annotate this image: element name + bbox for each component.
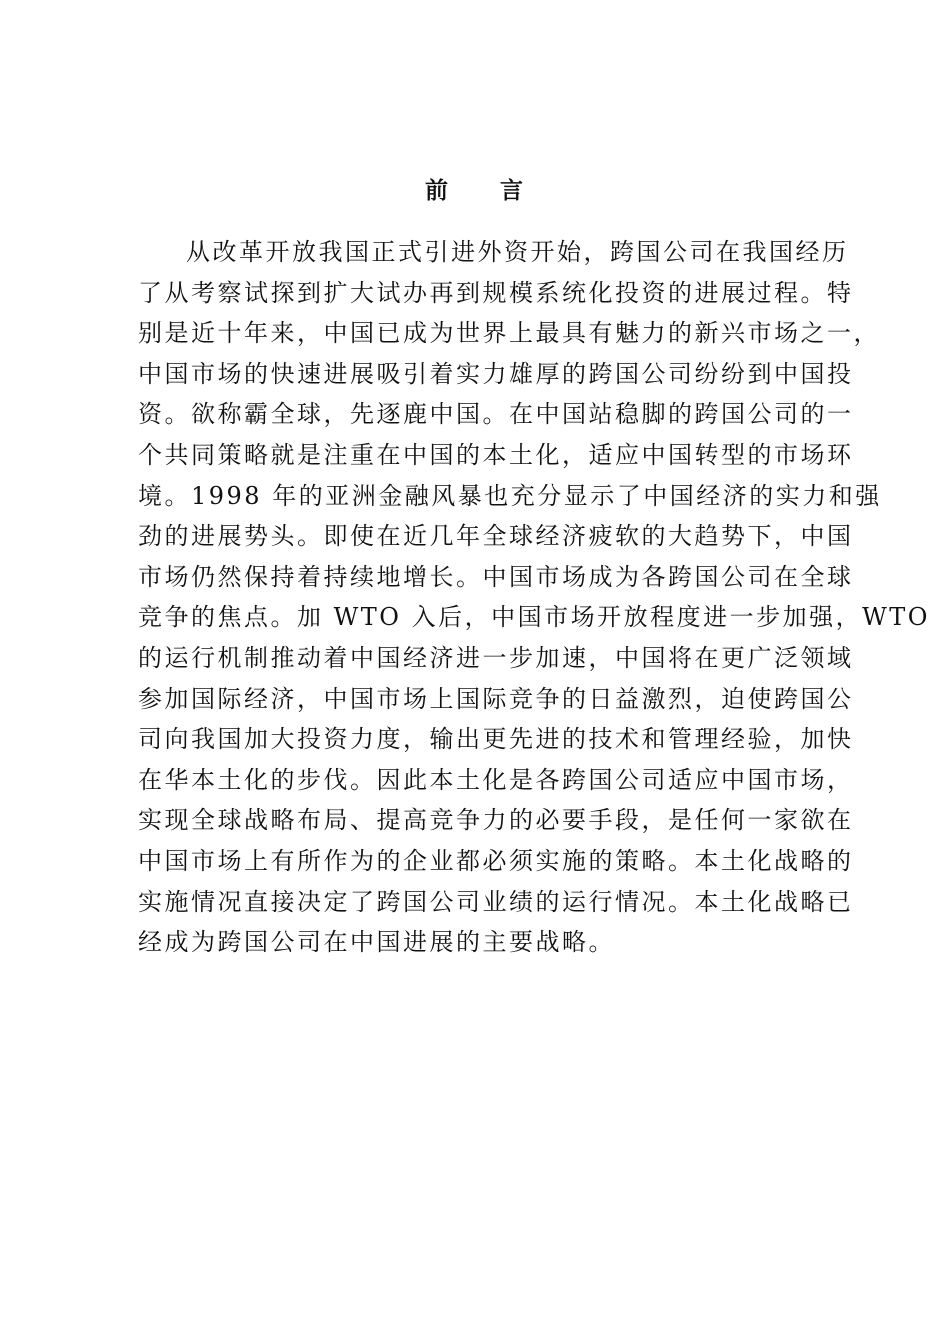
text-line: 的运行机制推动着中国经济进一步加速，中国将在更广泛领域 [138,643,854,672]
text-line: 竞争的焦点。加 WTO 入后，中国市场开放程度进一步加强，WTO [138,603,930,632]
text-line: 中国市场的快速进展吸引着实力雄厚的跨国公司纷纷到中国投 [138,359,854,388]
text-line: 实施情况直接决定了跨国公司业绩的运行情况。本土化战略已 [138,887,854,916]
text-line: 劲的进展势头。即使在近几年全球经济疲软的大趋势下，中国 [138,522,854,551]
text-line: 个共同策略就是注重在中国的本土化，适应中国转型的市场环 [138,440,854,469]
text-line: 从改革开放我国正式引进外资开始，跨国公司在我国经历 [186,238,849,266]
text-line: 境。1998 年的亚洲金融风暴也充分显示了中国经济的实力和强 [138,481,882,510]
text-line: 资。欲称霸全球，先逐鹿中国。在中国站稳脚的跨国公司的一 [138,400,854,429]
text-line: 在华本土化的步伐。因此本土化是各跨国公司适应中国市场， [138,765,854,794]
text-line: 别是近十年来，中国已成为世界上最具有魅力的新兴市场之一， [138,319,880,348]
text-line: 参加国际经济，中国市场上国际竞争的日益激烈，迫使跨国公 [138,684,854,713]
preface-paragraph [138,232,930,963]
text-line: 实现全球战略布局、提高竞争力的必要手段，是任何一家欲在 [138,806,854,835]
page-title: 前 言 [424,178,545,204]
text-line: 经成为跨国公司在中国进展的主要战略。 [138,928,615,957]
text-line: 司向我国加大投资力度，输出更先进的技术和管理经验，加快 [138,725,854,754]
text-line: 了从考察试探到扩大试办再到规模系统化投资的进展过程。特 [138,278,854,307]
text-line: 中国市场上有所作为的企业都必须实施的策略。本土化战略的 [138,846,854,875]
text-line: 市场仍然保持着持续地增长。中国市场成为各跨国公司在全球 [138,562,854,591]
